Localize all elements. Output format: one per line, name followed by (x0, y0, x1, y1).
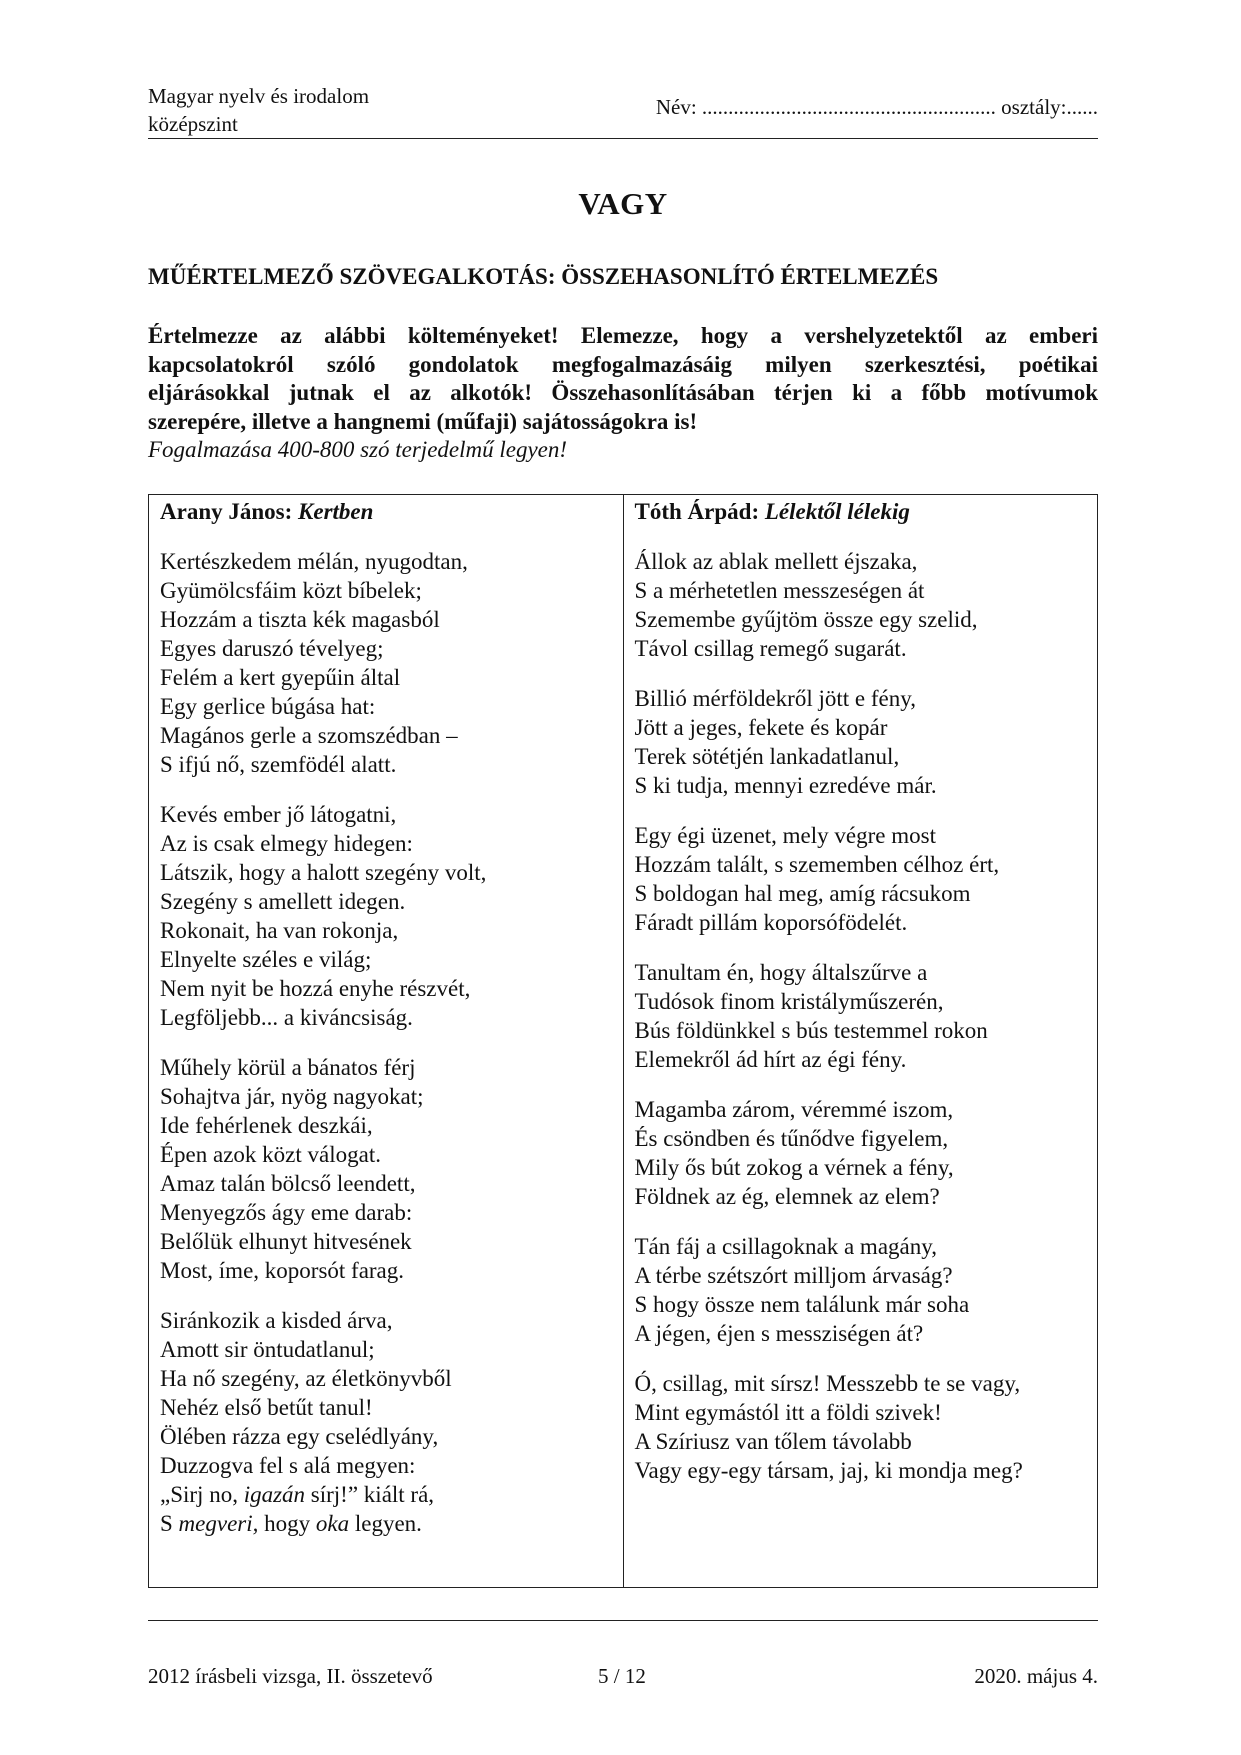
poem-line: A térbe szétszórt milljom árvaság? (634, 1263, 953, 1288)
poem-line: Ölében rázza egy cselédlyány, (160, 1424, 439, 1449)
poem-column-arany (149, 495, 623, 1587)
poem-line: Szegény s amellett idegen. (160, 889, 406, 914)
poem-line: S a mérhetetlen messzeségen át (634, 578, 925, 603)
poem-line: Mint egymástól itt a földi szivek! (634, 1400, 942, 1425)
poem-line: Műhely körül a bánatos férj (160, 1055, 416, 1080)
stanza (635, 1232, 1098, 1348)
page-footer (148, 1620, 1098, 1688)
stanza (635, 1369, 1098, 1485)
page-title: VAGY (578, 186, 668, 221)
poem-line: Kevés ember jő látogatni, (160, 802, 397, 827)
poem-line: Tán fáj a csillagoknak a magány, (634, 1234, 937, 1259)
poem-line: Kertészkedem mélán, nyugodtan, (160, 549, 468, 574)
task-instructions (148, 322, 1098, 436)
poem-line: Ó, csillag, mit sírsz! Messzebb te se vagy, (634, 1371, 1021, 1396)
poem-line: Földnek az ég, elemnek az elem? (634, 1184, 940, 1209)
poem-line: Gyümölcsfáim közt bíbelek; (160, 578, 422, 603)
poem-body (635, 547, 1098, 1485)
task-subtitle: MŰÉRTELMEZŐ SZÖVEGALKOTÁS: ÖSSZEHASONLÍTÓ ÉRTELMEZÉS (148, 264, 939, 289)
poem-title (160, 497, 623, 526)
poem-line: Terek sötétjén lankadatlanul, (634, 744, 900, 769)
stanza (635, 821, 1098, 937)
poem-title (635, 497, 1098, 526)
poem-line: Mily ős bút zokog a vérnek a fény, (634, 1155, 954, 1180)
poem-line: Jött a jeges, fekete és kopár (634, 715, 888, 740)
poem-line: A Szíriusz van tőlem távolabb (634, 1429, 912, 1454)
poem-line: Magános gerle a szomszédban – (160, 723, 458, 748)
subject-line-2: középszint (148, 112, 238, 136)
poem-line: Egy égi üzenet, mely végre most (634, 823, 936, 848)
poem-author: Arany János: (160, 499, 293, 524)
poems-table (148, 494, 1098, 1588)
poem-author: Tóth Árpád: (634, 499, 760, 524)
emphasized-word: igazán (243, 1482, 306, 1507)
poem-line: Elemekről ád hírt az égi fény. (634, 1047, 907, 1072)
poem-line: Legföljebb... a kiváncsiság. (160, 1005, 413, 1030)
poem-line: Hozzám a tiszta kék magasból (160, 607, 440, 632)
poem-line: Rokonait, ha van rokonja, (160, 918, 399, 943)
poem-line: Most, íme, koporsót farag. (160, 1258, 405, 1283)
poem-line (160, 1509, 623, 1538)
poem-line: Billió mérföldekről jött e fény, (634, 686, 916, 711)
poem-line: Látszik, hogy a halott szegény volt, (160, 860, 487, 885)
poem-line: Ha nő szegény, az életkönyvből (160, 1366, 452, 1391)
stanza (635, 1095, 1098, 1211)
subject-label (148, 82, 369, 138)
page-number: 5 / 12 (598, 1664, 646, 1688)
poem-line: Hozzám talált, s szememben célhoz ért, (634, 852, 1000, 877)
exam-date: 2020. május 4. (974, 1664, 1098, 1688)
poem-line: Épen azok közt válogat. (160, 1142, 381, 1167)
stanza (635, 958, 1098, 1074)
poem-line: Bús földünkkel s bús testemmel rokon (634, 1018, 988, 1043)
poem-name: Lélektől lélekig (764, 499, 910, 524)
poem-name: Kertben (298, 499, 374, 524)
line-fragment: sírj!” kiált rá, (305, 1482, 435, 1507)
task-line: Értelmezze az alábbi költeményeket! Elemezze, hogy a vershelyzetektől az emberi (148, 323, 1098, 348)
subject-line-1: Magyar nyelv és irodalom (148, 84, 370, 108)
task-line: szerepére, illetve a hangnemi (műfaji) sajátosságokra is! (148, 408, 698, 434)
poem-line: Amaz talán bölcső leendett, (160, 1171, 416, 1196)
poem-line: Ide fehérlenek deszkái, (160, 1113, 373, 1138)
poem-line: Vagy egy-egy társam, jaj, ki mondja meg? (634, 1458, 1023, 1483)
poem-body (160, 547, 623, 1538)
poem-line: S ifjú nő, szemfödél alatt. (160, 752, 397, 777)
poem-line: Amott sir öntudatlanul; (160, 1337, 375, 1362)
poem-column-toth (623, 495, 1098, 1587)
poem-line: Elnyelte széles e világ; (160, 947, 372, 972)
exam-page (148, 0, 1098, 1755)
line-fragment: hogy (258, 1511, 316, 1536)
stanza (635, 547, 1098, 663)
poem-line: Távol csillag remegő sugarát. (634, 636, 907, 661)
poem-line: Felém a kert gyepűin által (160, 665, 401, 690)
poem-line: S hogy össze nem találunk már soha (634, 1292, 970, 1317)
poem-line: Belőlük elhunyt hitvesének (160, 1229, 412, 1254)
stanza (635, 684, 1098, 800)
name-class-field: Név: ........................................................ osztály:...... (655, 95, 1098, 119)
task-line: kapcsolatokról szóló gondolatok megfogalmazásáig milyen szerkesztési, poétikai (148, 351, 1098, 377)
poem-line (160, 1480, 623, 1509)
poem-line: Tanultam én, hogy általszűrve a (634, 960, 928, 985)
exam-code: 2012 írásbeli vizsga, II. összetevő (148, 1664, 433, 1688)
poem-line: A jégen, éjen s messziségen át? (634, 1321, 924, 1346)
poem-line: Az is csak elmegy hidegen: (160, 831, 413, 856)
poem-line: S ki tudja, mennyi ezredéve már. (634, 773, 937, 798)
poem-line: Menyegzős ágy eme darab: (160, 1200, 413, 1225)
poem-line: Nem nyit be hozzá enyhe részvét, (160, 976, 471, 1001)
stanza (160, 547, 623, 779)
poem-line: Szemembe gyűjtöm össze egy szelid, (634, 607, 978, 632)
stanza (160, 1053, 623, 1285)
poem-line: Fáradt pillám koporsófödelét. (634, 910, 908, 935)
page-header (148, 80, 1098, 139)
line-fragment: legyen. (349, 1511, 422, 1536)
poem-line: Magamba zárom, véremmé iszom, (634, 1097, 954, 1122)
poem-line: Tudósok finom kristályműszerén, (634, 989, 944, 1014)
stanza (160, 800, 623, 1032)
poem-line: Sohajtva jár, nyög nagyokat; (160, 1084, 424, 1109)
emphasized-word: megveri, (178, 1511, 259, 1536)
poem-line: S boldogan hal meg, amíg rácsukom (634, 881, 971, 906)
poem-line: Duzzogva fel s alá megyen: (160, 1453, 416, 1478)
poem-line: Egyes daruszó tévelyeg; (160, 636, 384, 661)
stanza (160, 1306, 623, 1538)
line-fragment: S (160, 1511, 179, 1536)
emphasized-word: oka (315, 1511, 350, 1536)
poem-line: Egy gerlice búgása hat: (160, 694, 376, 719)
task-line: eljárásokkal jutnak el az alkotók! Összehasonlításában térjen ki a főbb motívumok (148, 380, 1098, 405)
poem-line: És csöndben és tűnődve figyelem, (634, 1126, 949, 1151)
poem-line: Nehéz első betűt tanul! (160, 1395, 373, 1420)
poem-line: Siránkozik a kisded árva, (160, 1308, 393, 1333)
poem-line: Állok az ablak mellett éjszaka, (634, 549, 918, 574)
line-fragment: „Sirj no, (160, 1482, 244, 1507)
length-note: Fogalmazása 400-800 szó terjedelmű legyen! (148, 437, 568, 462)
